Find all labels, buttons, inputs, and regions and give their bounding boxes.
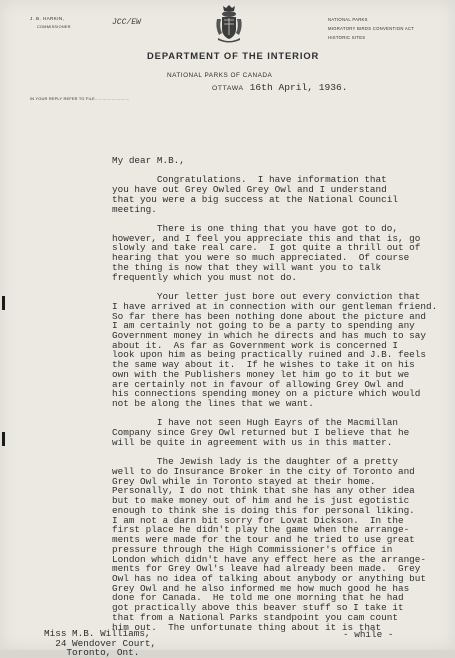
letter-line: will be quite in agreement with us in this matter. xyxy=(112,436,393,448)
letter-line: done for Canada. He told me one morning that he had xyxy=(112,592,404,604)
letter-line: not be along the lines that we want. xyxy=(112,398,314,409)
letter-line: that you were a big success at the National Council xyxy=(112,193,398,205)
services-list xyxy=(328,15,414,42)
coat-of-arms-icon xyxy=(214,5,244,45)
letter-line: Government money in which he directs and has much to say xyxy=(112,329,427,341)
margin-mark xyxy=(2,296,5,310)
letter-line: So far there has been nothing done about the picture and xyxy=(112,310,427,322)
letter-line: Personally, I do not think that she has any other idea xyxy=(112,485,415,497)
continued-marker: - while - xyxy=(343,629,394,640)
letter-line: There is one thing that you have got to do, xyxy=(112,223,398,235)
letter-line: slowly and take real care. I got quite a thrill out of xyxy=(112,242,421,254)
letter-line: I am certainly not going to be a party to spending any xyxy=(112,320,415,332)
letter-line: The Jewish lady is the daughter of a pretty xyxy=(112,456,398,468)
letter-line: the thing is now that they will want you to talk xyxy=(112,261,382,273)
letter-line: Your letter just bore out every conviction that xyxy=(112,291,421,303)
commissioner-name: J. B. HARKIN, xyxy=(30,16,65,21)
city: OTTAWA xyxy=(212,85,244,92)
letter-line: I have not seen Hugh Eayrs of the Macmillan xyxy=(112,417,398,429)
letter-line: I am not a darn bit sorry for Lovat Dickson. In the xyxy=(112,514,404,526)
letter-line: got practically above this beaver stuff so I take it xyxy=(112,602,404,614)
letter-line: but to make money out of him and he is just egotistic xyxy=(112,495,410,507)
dateline xyxy=(212,82,348,93)
letter-line: about it. As far as Government work is concerned I xyxy=(112,339,398,351)
service-migratory-birds: MIGRATORY BIRDS CONVENTION ACT xyxy=(328,26,415,31)
letter-line: however, and I feel you appreciate this and that is, go xyxy=(112,232,421,244)
letter-line: that from a National Parks standpoint you cam count xyxy=(112,611,398,623)
letter-line: his connections spending money on a picture which would xyxy=(112,388,421,400)
letter-line: own with the Publishers money let him go to it but we xyxy=(112,368,410,380)
letter-line: ments for Grey Owl's leave had already been made. Grey xyxy=(112,563,421,575)
letter-line: the same way about it. If he wishes to take it on his xyxy=(112,359,415,371)
letter-line: are certainly not in favour of allowing Grey Owl and xyxy=(112,378,404,390)
recipient-line: Miss M.B. Williams, xyxy=(44,628,151,639)
branch-title: NATIONAL PARKS OF CANADA xyxy=(167,72,273,79)
letter-line: him out. The unfortunate thing about it is that xyxy=(112,621,382,633)
letter-line: enough to think she is doing this for personal liking. xyxy=(112,504,415,516)
letter-line: pressure through the High Commissioner's office in xyxy=(112,543,393,555)
letter-line: hearing that you were so much appreciated. Of course xyxy=(112,252,410,264)
letter-line: ments were made for the tour and he tried to use great xyxy=(112,534,415,546)
service-historic-sites: HISTORIC SITES xyxy=(328,35,366,40)
letter-line: London which didn't have any effect here as the arrange- xyxy=(112,553,427,565)
letter-line: meeting. xyxy=(112,203,157,215)
letter-line: My dear M.B., xyxy=(112,155,185,166)
letter-line: well to do Insurance Broker in the city of Toronto and xyxy=(112,466,415,478)
reply-reference: IN YOUR REPLY REFER TO FILE........................... xyxy=(30,96,130,101)
letter-line: Grey Owl while in Toronto stayed at their home. xyxy=(112,475,376,487)
letter-line: first place he didn't play the game when the arrange- xyxy=(112,524,410,536)
reference-initials: JCC/EW xyxy=(112,18,141,27)
commissioner-title: COMMISSIONER xyxy=(37,25,71,29)
recipient-line: 24 Wendover Court, xyxy=(44,637,157,649)
letter-line: I have arrived at in connection with our gentleman friend. xyxy=(112,300,438,312)
letter-line: frequently which you must not do. xyxy=(112,271,298,283)
letter-line: Grey Owl and he also informed me how much good he has xyxy=(112,582,410,594)
department-title: DEPARTMENT OF THE INTERIOR xyxy=(147,50,320,61)
letter-line: look upon him as being practically ruined and J.B. feels xyxy=(112,349,427,361)
letter-line: Congratulations. I have information that xyxy=(112,174,387,186)
letter-line: you have out Grey Owled Grey Owl and I understand xyxy=(112,184,387,196)
margin-mark xyxy=(2,432,5,446)
letter-line: Owl has no idea of talking about anybody or anything but xyxy=(112,572,427,584)
letter-date: 16th April, 1936. xyxy=(249,82,348,93)
service-national-parks: NATIONAL PARKS xyxy=(328,17,368,22)
letter-line: Company since Grey Owl returned but I believe that he xyxy=(112,427,410,439)
recipient-line: Toronto, Ont. xyxy=(44,647,140,658)
